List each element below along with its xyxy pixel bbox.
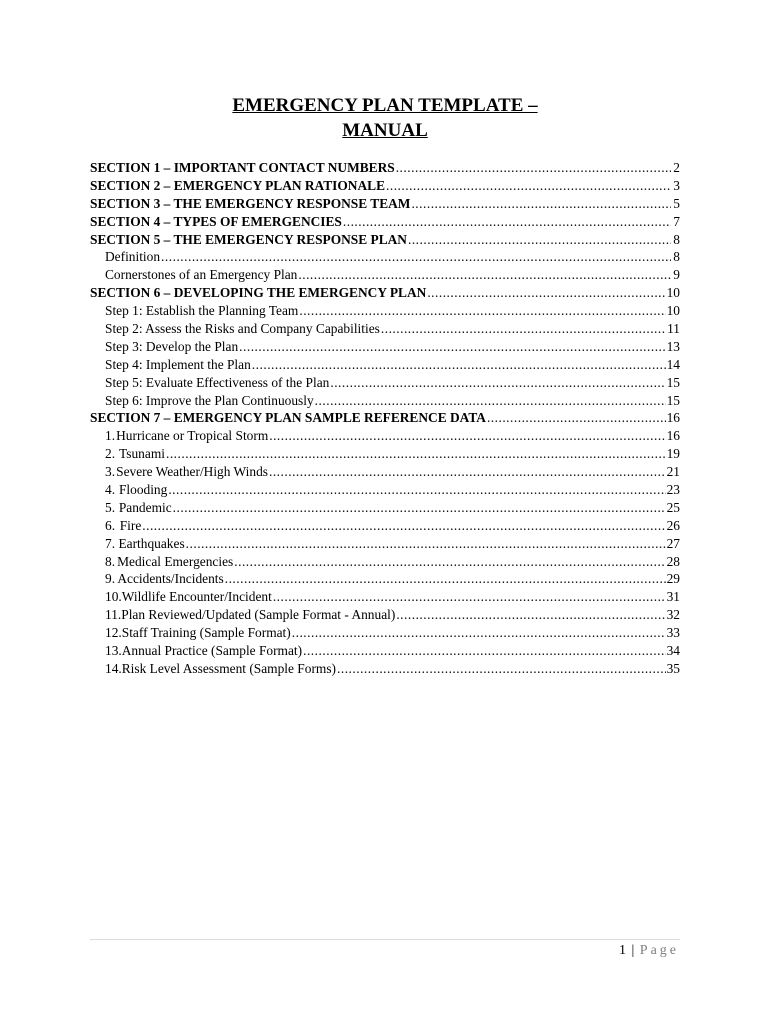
toc-entry[interactable] [90, 517, 680, 535]
toc-entry-label: Hurricane or Tropical Storm [116, 428, 269, 444]
toc-dot-leader [411, 195, 671, 213]
toc-entry-label: Step 5: Evaluate Effectiveness of the Plan [105, 374, 330, 390]
toc-entry-page: 33 [666, 625, 680, 641]
toc-entry-label: Flooding [118, 482, 168, 498]
toc-dot-leader [299, 302, 665, 320]
toc-entry-page: 19 [666, 446, 680, 462]
toc-entry[interactable] [90, 463, 680, 481]
toc-dot-leader [173, 499, 666, 517]
toc-entry-page: 26 [666, 517, 680, 533]
toc-dot-leader [337, 660, 666, 678]
toc-entry-label: Pandemic [118, 499, 172, 515]
toc-entry[interactable] [90, 553, 680, 571]
toc-entry-label: Plan Reviewed/Updated (Sample Format - Annual) [121, 607, 396, 623]
toc-entry-page: 2 [673, 160, 680, 175]
toc-entry-page: 35 [666, 660, 680, 676]
toc-entry-page: 13 [666, 338, 680, 354]
toc-entry-page: 25 [666, 499, 680, 515]
toc-entry-label: SECTION 5 – THE EMERGENCY RESPONSE PLAN [90, 231, 407, 247]
toc-entry[interactable] [90, 624, 680, 642]
toc-entry-label: Step 4: Implement the Plan [105, 356, 251, 372]
toc-dot-leader [330, 374, 665, 392]
page-footer [90, 942, 679, 960]
toc-entry[interactable] [90, 320, 680, 338]
toc-dot-leader [381, 320, 666, 338]
toc-entry[interactable] [90, 606, 680, 624]
toc-entry-number: 4. [105, 482, 116, 498]
toc-entry-label: Annual Practice (Sample Format) [121, 643, 303, 659]
toc-entry-label: Tsunami [119, 446, 165, 462]
toc-entry-label: SECTION 7 – EMERGENCY PLAN SAMPLE REFERENCE DATA [90, 410, 486, 426]
toc-entry-page: 32 [666, 607, 680, 623]
toc-entry[interactable] [90, 409, 680, 427]
toc-entry-label: Risk Level Assessment (Sample Forms) [121, 660, 336, 676]
toc-entry-label: SECTION 1 – IMPORTANT CONTACT NUMBERS [90, 160, 395, 175]
toc-dot-leader [168, 481, 665, 499]
toc-entry-page: 8 [673, 231, 680, 247]
toc-entry-label: Fire [119, 517, 142, 533]
toc-entry[interactable] [90, 588, 680, 606]
toc-entry[interactable] [90, 338, 680, 356]
toc-entry-label: SECTION 3 – THE EMERGENCY RESPONSE TEAM [90, 195, 411, 211]
toc-dot-leader [408, 231, 671, 249]
toc-dot-leader [315, 392, 666, 410]
toc-entry[interactable] [90, 195, 680, 213]
toc-entry-label: Severe Weather/High Winds [116, 464, 268, 480]
toc-entry-page: 3 [673, 177, 680, 193]
toc-entry[interactable] [90, 481, 680, 499]
toc-entry-number: 12. [105, 625, 122, 641]
toc-entry-label: Cornerstones of an Emergency Plan [105, 267, 298, 283]
toc-entry-label: Staff Training (Sample Format) [121, 625, 291, 641]
toc-dot-leader [239, 338, 665, 356]
toc-entry-page: 11 [667, 321, 680, 337]
toc-entry[interactable] [90, 660, 680, 678]
toc-entry-page: 16 [666, 410, 680, 426]
toc-entry-page: 10 [666, 285, 680, 301]
toc-entry[interactable] [90, 535, 680, 553]
toc-entry-label: Step 2: Assess the Risks and Company Capabilities [105, 321, 380, 337]
footer-separator: | [631, 943, 635, 958]
toc-entry[interactable] [90, 392, 680, 410]
document-title-line-2: MANUAL [342, 120, 428, 141]
toc-entry-label: SECTION 4 – TYPES OF EMERGENCIES [90, 213, 342, 229]
toc-entry-number: 5. [105, 499, 116, 515]
toc-dot-leader [343, 213, 671, 231]
toc-entry-label: Wildlife Encounter/Incident [121, 589, 272, 605]
toc-entry[interactable] [90, 445, 680, 463]
toc-entry-label: Medical Emergencies [117, 553, 234, 569]
toc-dot-leader [396, 159, 671, 177]
toc-entry[interactable] [90, 284, 680, 302]
toc-entry[interactable] [90, 266, 680, 284]
toc-entry[interactable] [90, 356, 680, 374]
toc-entry[interactable] [90, 213, 680, 231]
toc-dot-leader [166, 445, 666, 463]
toc-entry-label: SECTION 2 – EMERGENCY PLAN RATIONALE [90, 177, 385, 193]
toc-dot-leader [298, 266, 671, 284]
toc-entry-number: 11. [105, 607, 122, 623]
toc-entry-number: 9. [105, 571, 116, 587]
toc-dot-leader [386, 177, 671, 195]
toc-entry-page: 27 [666, 535, 680, 551]
toc-entry-page: 34 [666, 643, 680, 659]
toc-entry-label: Step 6: Improve the Plan Continuously [105, 392, 314, 408]
toc-entry[interactable] [90, 570, 680, 588]
toc-entry-page: 16 [666, 428, 680, 444]
toc-dot-leader [269, 463, 666, 481]
toc-entry-number: 7. [105, 535, 116, 551]
toc-entry-number: 10. [105, 589, 122, 605]
toc-entry-number: 13. [105, 643, 122, 659]
toc-entry-page: 23 [666, 482, 680, 498]
toc-dot-leader [161, 248, 671, 266]
toc-dot-leader [252, 356, 666, 374]
toc-entry[interactable] [90, 642, 680, 660]
toc-entry[interactable] [90, 159, 680, 177]
toc-entry-page: 15 [666, 392, 680, 408]
toc-entry-page: 29 [666, 571, 680, 587]
toc-dot-leader [427, 284, 665, 302]
toc-entry-label: Step 1: Establish the Planning Team [105, 303, 299, 319]
document-title-line-1: EMERGENCY PLAN TEMPLATE – [232, 95, 538, 116]
toc-entry-label: Step 3: Develop the Plan [105, 338, 239, 354]
toc-entry-label: SECTION 6 – DEVELOPING THE EMERGENCY PLAN [90, 285, 427, 301]
toc-entry[interactable] [90, 302, 680, 320]
toc-entry-number: 14. [105, 660, 122, 676]
toc-entry-page: 9 [673, 267, 680, 283]
toc-entry-page: 5 [673, 195, 680, 211]
toc-entry[interactable] [90, 231, 680, 249]
toc-entry[interactable] [90, 177, 680, 195]
toc-dot-leader [292, 624, 666, 642]
toc-entry-number: 3. [105, 464, 116, 480]
footer-page-number: 1 [618, 943, 626, 958]
toc-entry-number: 6. [105, 517, 116, 533]
toc-dot-leader [269, 427, 665, 445]
toc-entry[interactable] [90, 499, 680, 517]
toc-entry-label: Definition [105, 249, 161, 265]
document-title [0, 93, 770, 143]
toc-entry-page: 7 [673, 213, 680, 229]
toc-entry-page: 14 [666, 356, 680, 372]
toc-dot-leader [487, 409, 666, 427]
toc-entry-label: Accidents/Incidents [117, 571, 224, 587]
toc-dot-leader [396, 606, 665, 624]
toc-dot-leader [186, 535, 666, 553]
toc-entry-label: Earthquakes [118, 535, 185, 551]
toc-dot-leader [273, 588, 666, 606]
toc-entry[interactable] [90, 427, 680, 445]
toc-dot-leader [142, 517, 665, 535]
toc-entry-page: 31 [666, 589, 680, 605]
toc-entry-page: 10 [666, 303, 680, 319]
toc-entry-number: 8. [105, 553, 116, 569]
toc-entry-number: 2. [105, 446, 116, 462]
toc-dot-leader [225, 570, 666, 588]
footer-page-word: Page [639, 943, 679, 958]
toc-entry[interactable] [90, 248, 680, 266]
footer-divider [90, 939, 680, 940]
table-of-contents [90, 159, 680, 678]
toc-dot-leader [234, 553, 665, 571]
toc-entry-page: 21 [666, 464, 680, 480]
toc-entry-number: 1. [105, 428, 116, 444]
toc-entry-page: 28 [666, 553, 680, 569]
toc-entry-page: 15 [666, 374, 680, 390]
toc-entry[interactable] [90, 374, 680, 392]
toc-dot-leader [303, 642, 666, 660]
toc-entry-page: 8 [673, 249, 680, 265]
